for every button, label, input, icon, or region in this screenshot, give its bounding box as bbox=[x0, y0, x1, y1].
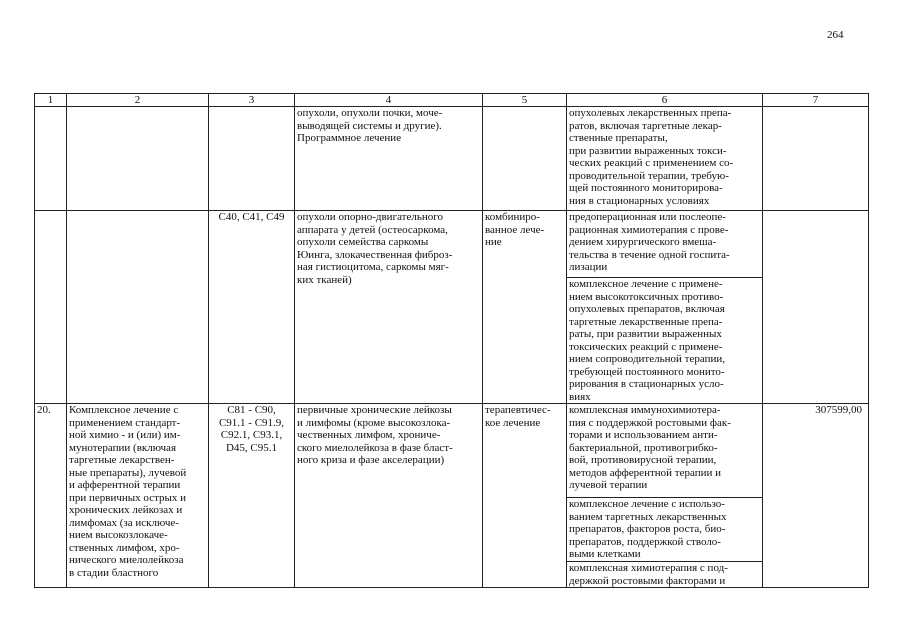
method-cell: опухолевых лекарственных препа- ратов, включая таргетные лекар- ственные препараты, при развитии выраженных токси- ческих реакций с применением со- проводительной терапии, требую- щей постоянного мониторирова- ния в стационарных условиях bbox=[567, 107, 763, 211]
model-cell: опухоли, опухоли почки, моче- выводящей системы и другие). Программное лечение bbox=[295, 107, 483, 211]
header-col-3: 3 bbox=[209, 94, 295, 107]
codes-cell bbox=[209, 107, 295, 211]
row-number-cell: 20. bbox=[35, 404, 67, 588]
table-row bbox=[35, 107, 869, 211]
cost-cell bbox=[763, 211, 869, 404]
header-col-5: 5 bbox=[483, 94, 567, 107]
type-cell bbox=[483, 107, 567, 211]
header-col-4: 4 bbox=[295, 94, 483, 107]
method-cell: предоперационная или послеопе- рационная химиотерапия с прове- дением хирургического вмеша- тельства в течение одной госпита- лизации bbox=[567, 211, 763, 278]
treatment-table bbox=[34, 93, 869, 588]
model-cell: опухоли опорно-двигательного аппарата у детей (остеосаркома, опухоли семейства саркомы Юинга, злокачественная фиброз- ная гистиоцитома, саркомы мяг- ких тканей) bbox=[295, 211, 483, 404]
header-col-1: 1 bbox=[35, 94, 67, 107]
name-cell bbox=[67, 107, 209, 211]
cost-cell: 307599,00 bbox=[763, 404, 869, 588]
name-cell: Комплексное лечение с применением стандарт- ной химио - и (или) им- мунотерапии (включая таргетные лекарствен- ные препараты), лучевой и афферентной терапии при первичных острых и хронических лейкозах и лимфомах (за исключе- нием высокозлокаче- ственных лимфом, хро- нического миелолейкоза в стадии бластного bbox=[67, 404, 209, 588]
type-cell: комбиниро- ванное лече- ние bbox=[483, 211, 567, 404]
method-cell: комплексная иммунохимиотера- пия с поддержкой ростовыми фак- торами и использованием анти- бактериальной, противогрибко- вой, противовирусной терапии, методов афферентной терапии и лучевой терапии bbox=[567, 404, 763, 498]
method-cell: комплексное лечение с использо- ванием таргетных лекарственных препаратов, факторов роста, био- препаратов, поддержкой стволо- выми клетками bbox=[567, 498, 763, 562]
codes-cell: C81 - C90, C91.1 - C91.9, C92.1, C93.1, D45, C95.1 bbox=[209, 404, 295, 588]
row-number-cell bbox=[35, 211, 67, 404]
model-cell: первичные хронические лейкозы и лимфомы (кроме высокозлока- чественных лимфом, хрониче- ского миелолейкоза в фазе бласт- ного криза и фазе акселерации) bbox=[295, 404, 483, 588]
cost-cell bbox=[763, 107, 869, 211]
table-row bbox=[35, 404, 869, 498]
table-row bbox=[35, 211, 869, 278]
type-cell: терапевтичес- кое лечение bbox=[483, 404, 567, 588]
page-number: 264 bbox=[827, 29, 844, 41]
table-header-row bbox=[35, 94, 869, 107]
header-col-2: 2 bbox=[67, 94, 209, 107]
method-cell: комплексная химиотерапия с под- держкой ростовыми факторами и bbox=[567, 562, 763, 588]
codes-cell: C40, C41, C49 bbox=[209, 211, 295, 404]
header-col-7: 7 bbox=[763, 94, 869, 107]
name-cell bbox=[67, 211, 209, 404]
header-col-6: 6 bbox=[567, 94, 763, 107]
method-cell: комплексное лечение с примене- нием высокотоксичных противо- опухолевых препаратов, включая таргетные лекарственные препа- раты, при развитии выраженных токсических реакций с примене- нием сопроводительной терапии, требующей постоянного монито- рирования в стационарных усло- виях bbox=[567, 278, 763, 404]
row-number-cell bbox=[35, 107, 67, 211]
